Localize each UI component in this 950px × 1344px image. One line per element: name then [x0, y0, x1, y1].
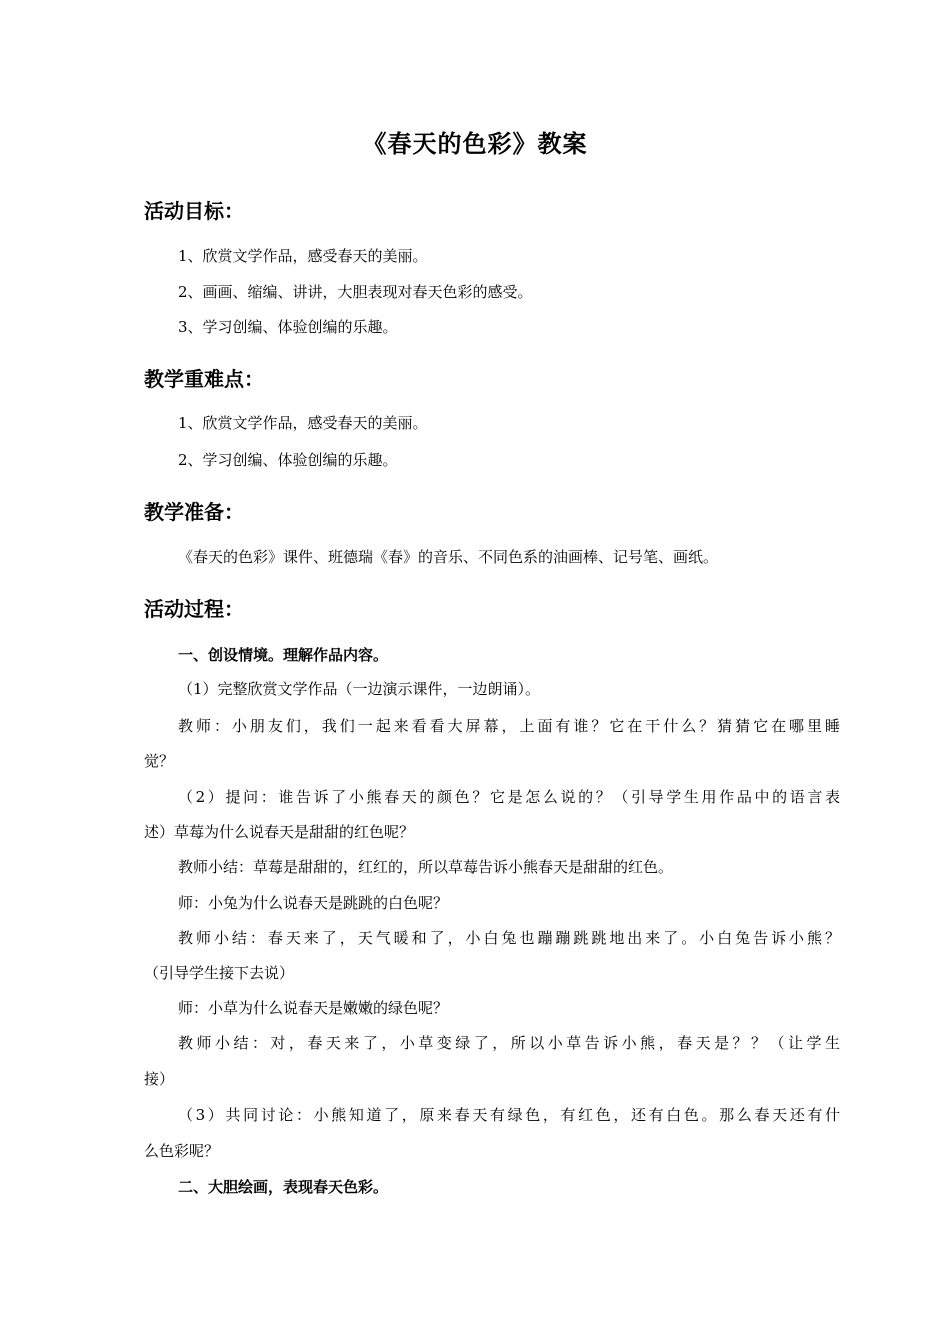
- heading-key-points: 教学重难点：: [144, 367, 264, 391]
- process-paragraph: 师：小草为什么说春天是嫩嫩的绿色呢？: [178, 999, 449, 1017]
- process-paragraph: 么色彩呢？: [144, 1142, 220, 1160]
- key-point-2: 2、学习创编、体验创编的乐趣。: [178, 451, 398, 469]
- process-paragraph: （1）完整欣赏文学作品（一边演示课件，一边朗诵）。: [178, 680, 541, 698]
- goal-item-1: 1、欣赏文学作品，感受春天的美丽。: [178, 247, 428, 265]
- goal-item-3: 3、学习创编、体验创编的乐趣。: [178, 318, 398, 336]
- process-paragraph: 觉？: [144, 752, 175, 770]
- process-paragraph: 接）: [144, 1070, 175, 1088]
- process-paragraph: 师：小兔为什么说春天是跳跳的白色呢？: [178, 894, 449, 912]
- process-paragraph: 述）草莓为什么说春天是甜甜的红色呢？: [144, 823, 415, 841]
- goal-item-2: 2、画画、缩编、讲讲，大胆表现对春天色彩的感受。: [178, 283, 533, 301]
- heading-activity-goals: 活动目标：: [144, 199, 244, 223]
- document-title: 《春天的色彩》教案: [362, 129, 588, 158]
- key-point-1: 1、欣赏文学作品，感受春天的美丽。: [178, 414, 428, 432]
- process-paragraph: 教师小结：草莓是甜甜的，红红的，所以草莓告诉小熊春天是甜甜的红色。: [178, 858, 674, 876]
- process-paragraph: 教师小结：春天来了，天气暖和了，小白兔也蹦蹦跳跳地出来了。小白兔告诉小熊？: [178, 929, 840, 947]
- process-paragraph: （2）提问：谁告诉了小熊春天的颜色？它是怎么说的？（引导学生用作品中的语言表: [178, 788, 840, 806]
- process-part2-title: 二、大胆绘画，表现春天色彩。: [178, 1178, 389, 1196]
- process-paragraph: 教师：小朋友们，我们一起来看看大屏幕，上面有谁？它在干什么？猜猜它在哪里睡: [178, 717, 840, 735]
- process-paragraph: 教师小结：对，春天来了，小草变绿了，所以小草告诉小熊，春天是？？（让学生: [178, 1034, 840, 1052]
- heading-preparation: 教学准备：: [144, 500, 244, 524]
- process-part1-title: 一、创设情境。理解作品内容。: [178, 646, 389, 664]
- heading-process: 活动过程：: [144, 597, 244, 621]
- process-paragraph: （3）共同讨论：小熊知道了，原来春天有绿色，有红色，还有白色。那么春天还有什: [178, 1106, 840, 1124]
- preparation-text: 《春天的色彩》课件、班德瑞《春》的音乐、不同色系的油画棒、记号笔、画纸。: [178, 548, 719, 566]
- process-paragraph: （引导学生接下去说）: [144, 964, 295, 982]
